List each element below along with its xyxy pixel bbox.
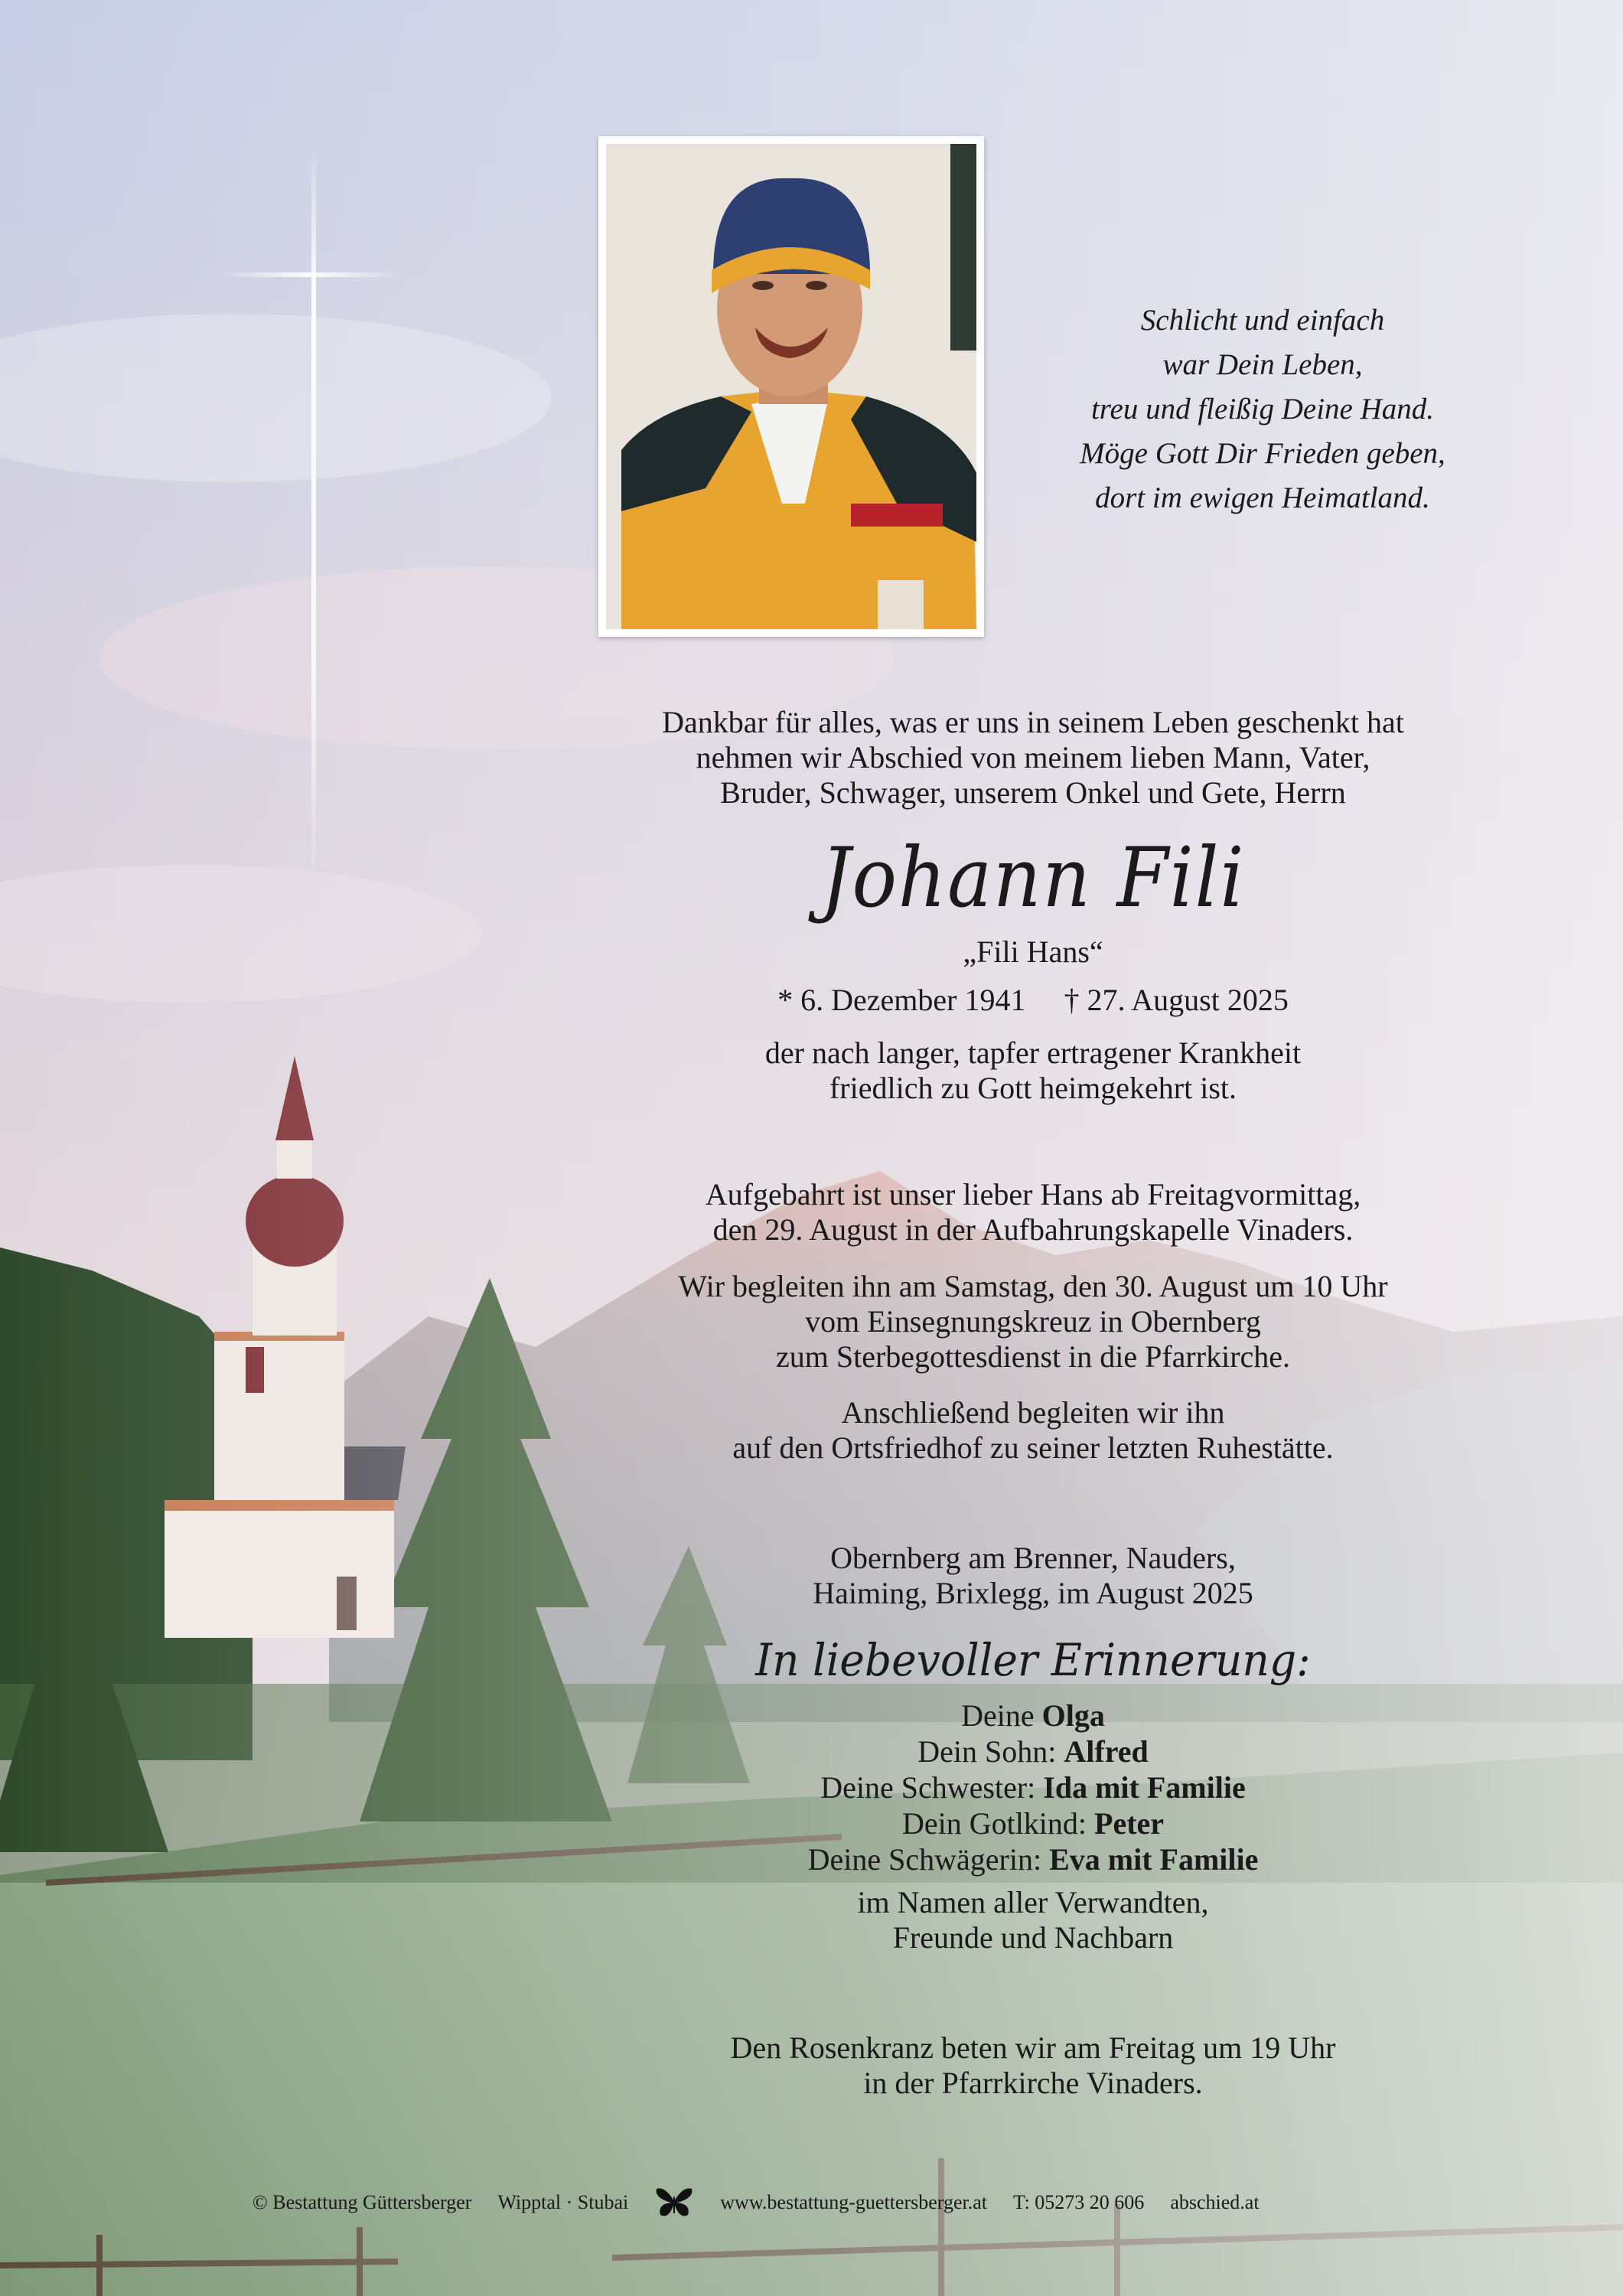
rosary-line: Den Rosenkranz beten wir am Freitag um 19 Uhr [730, 2030, 1336, 2065]
mourner-name: Ida mit Familie [1043, 1770, 1246, 1805]
footer-site2-link[interactable]: abschied.at [1170, 2191, 1260, 2213]
laid-out-line: Aufgebahrt ist unser lieber Hans ab Freitagvormittag, [705, 1177, 1361, 1212]
mourner-entry [582, 1698, 1484, 1733]
mourner-name: Peter [1094, 1806, 1165, 1841]
intro-line: Dankbar für alles, was er uns in seinem Leben geschenkt hat [662, 705, 1404, 739]
passing-line: friedlich zu Gott heimgekehrt ist. [829, 1071, 1237, 1105]
birth-date: * 6. Dezember 1941 [777, 983, 1026, 1017]
poem-line: dort im ewigen Heimatland. [1095, 481, 1430, 514]
portrait-photo [598, 136, 984, 637]
burial-line: auf den Ortsfriedhof zu seiner letzten Ruhestätte. [732, 1430, 1334, 1465]
rosary-text [582, 2030, 1484, 2101]
passing-text [582, 1035, 1484, 1106]
service-line: Wir begleiten ihn am Samstag, den 30. August um 10 Uhr [678, 1269, 1388, 1303]
footer-copyright: © Bestattung Güttersberger [253, 2191, 472, 2213]
poem-line: treu und fleißig Deine Hand. [1090, 393, 1435, 426]
relatives-text [582, 1885, 1484, 1955]
poem-line: Schlicht und einfach [1140, 304, 1385, 337]
poem-line: war Dein Leben, [1162, 348, 1363, 381]
deceased-name: Johann Fili [820, 830, 1246, 926]
mourner-relation: Dein Gotlkind: [901, 1806, 1095, 1841]
mourner-entry [582, 1733, 1484, 1769]
mourner-name: Olga [1041, 1698, 1105, 1733]
intro-text [582, 705, 1484, 810]
relatives-line: Freunde und Nachbarn [892, 1920, 1174, 1955]
mourner-relation: Deine Schwester: [820, 1770, 1044, 1805]
passing-line: der nach langer, tapfer ertragener Krankheit [764, 1035, 1302, 1070]
mourner-relation: Dein Sohn: [917, 1734, 1064, 1769]
death-date: † 27. August 2025 [1064, 983, 1289, 1017]
intro-line: nehmen wir Abschied von meinem lieben Mann, Vater, [696, 740, 1370, 775]
mourner-entry [582, 1841, 1484, 1877]
poem-line: Möge Gott Dir Frieden geben, [1080, 437, 1445, 470]
footer-website-link[interactable]: www.bestattung-guettersberger.at [720, 2191, 987, 2213]
footer-region: Wipptal · Stubai [497, 2191, 629, 2213]
service-line: vom Einsegnungskreuz in Obernberg [805, 1304, 1261, 1339]
relatives-line: im Namen aller Verwandten, [857, 1885, 1209, 1919]
mourner-entry [582, 1769, 1484, 1805]
place-date-line: Obernberg am Brenner, Nauders, [830, 1541, 1236, 1575]
mourner-entry [582, 1805, 1484, 1841]
footer-phone: T: 05273 20 606 [1013, 2191, 1145, 2213]
burial-line: Anschließend begleiten wir ihn [841, 1395, 1225, 1430]
mourners-list [582, 1698, 1484, 1877]
deceased-nickname: „Fili Hans“ [963, 934, 1103, 969]
life-dates [582, 982, 1484, 1018]
mourner-name: Eva mit Familie [1049, 1842, 1259, 1877]
intro-line: Bruder, Schwager, unserem Onkel und Gete, Herrn [720, 775, 1346, 810]
footer [253, 2187, 1400, 2218]
place-date-line: Haiming, Brixlegg, im August 2025 [813, 1576, 1253, 1610]
service-line: zum Sterbegottesdienst in die Pfarrkirche. [775, 1339, 1291, 1374]
memory-heading: In liebevoller Erinnerung: [755, 1634, 1311, 1686]
mourner-relation: Deine [961, 1698, 1042, 1733]
laid-out-line: den 29. August in der Aufbahrungskapelle Vinaders. [712, 1212, 1354, 1247]
place-date [582, 1541, 1484, 1611]
service-text [582, 1269, 1484, 1375]
butterfly-icon [654, 2186, 694, 2219]
laid-out-text [582, 1177, 1484, 1247]
mourner-relation: Deine Schwägerin: [807, 1842, 1050, 1877]
mourner-name: Alfred [1064, 1734, 1149, 1769]
poem [1018, 298, 1507, 520]
burial-text [582, 1395, 1484, 1466]
rosary-line: in der Pfarrkirche Vinaders. [863, 2066, 1203, 2100]
